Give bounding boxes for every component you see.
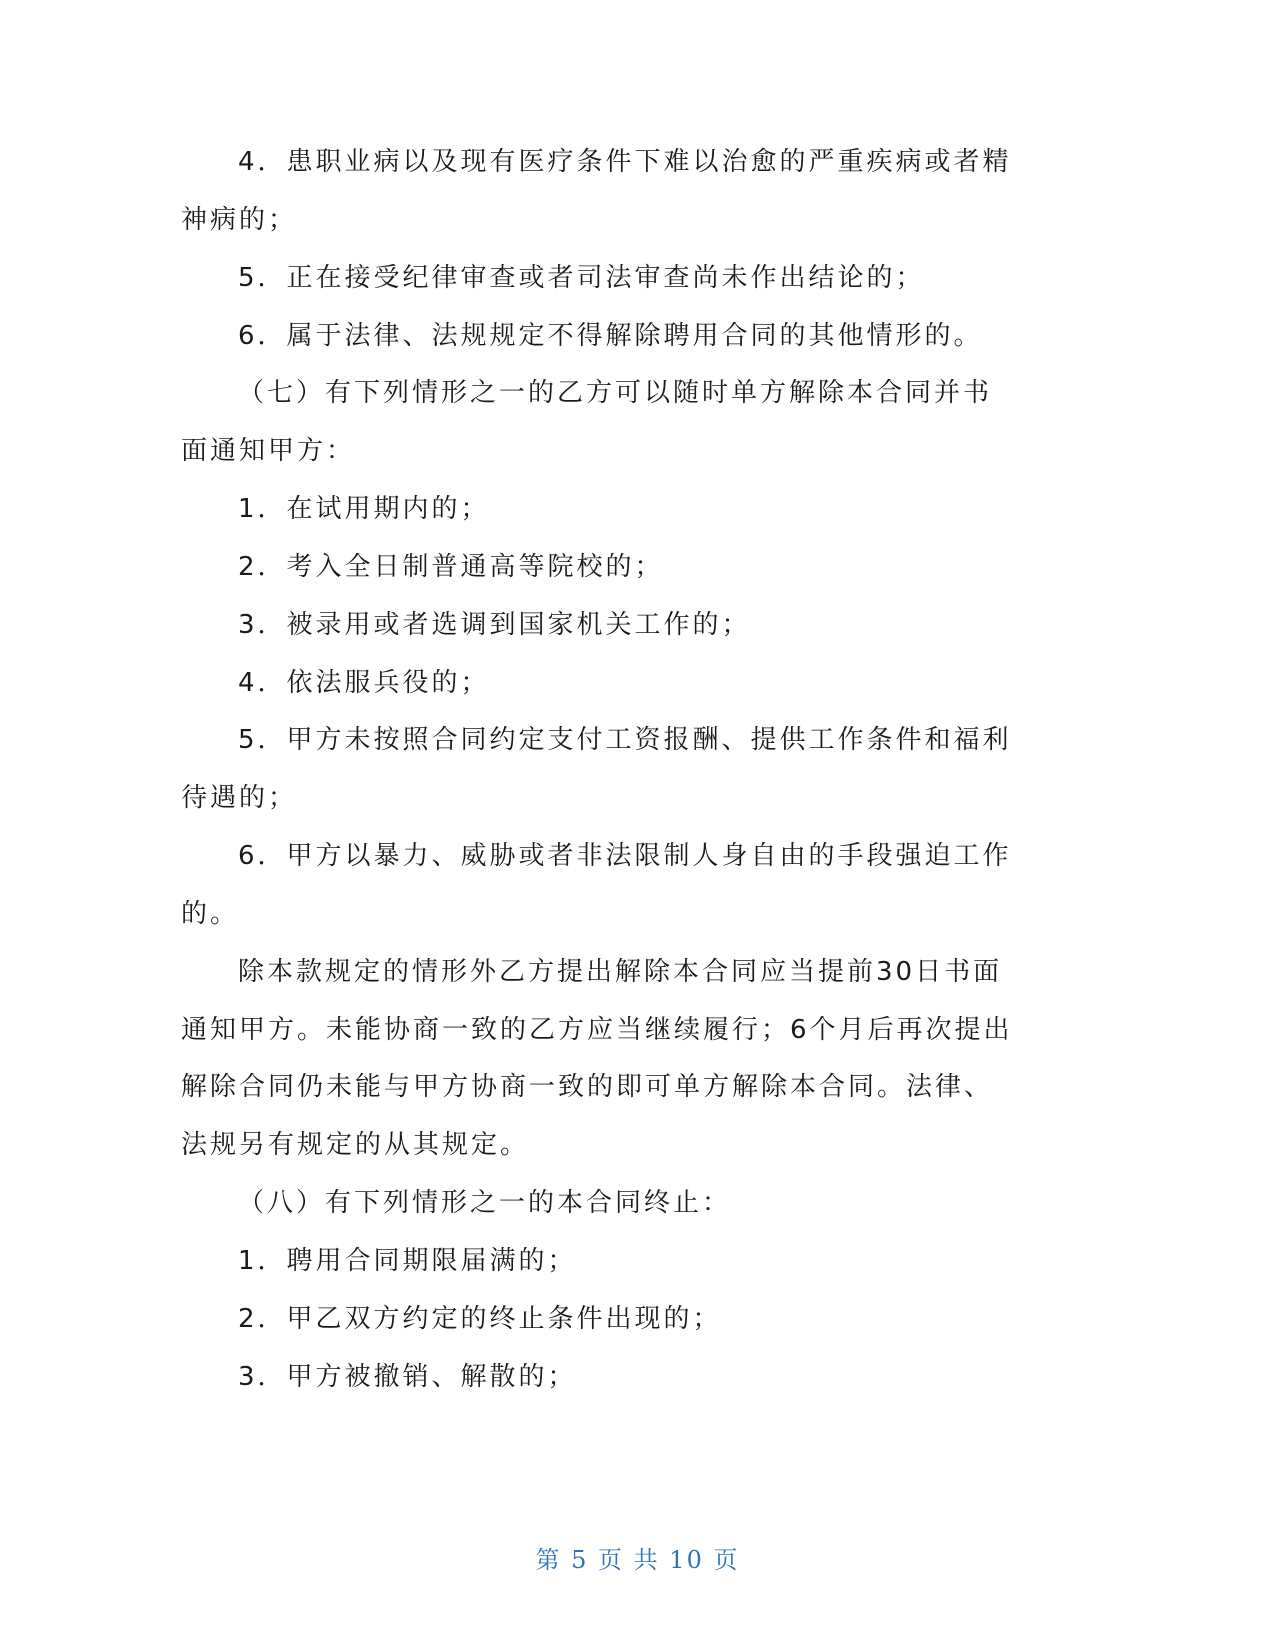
text-line: 的。 bbox=[181, 899, 240, 929]
text-line: 面通知甲方： bbox=[181, 436, 356, 466]
text-line: 6．属于法律、法规规定不得解除聘用合同的其他情形的。 bbox=[238, 321, 983, 351]
text-line: 5．正在接受纪律审查或者司法审查尚未作出结论的； bbox=[238, 263, 925, 293]
text-line: 2．甲乙双方约定的终止条件出现的； bbox=[238, 1304, 722, 1334]
text-line: 2．考入全日制普通高等院校的； bbox=[238, 552, 664, 582]
text-line: （七）有下列情形之一的乙方可以随时单方解除本合同并书 bbox=[238, 378, 993, 408]
text-line: 4．依法服兵役的； bbox=[238, 668, 490, 698]
text-line: 1．聘用合同期限届满的； bbox=[238, 1246, 577, 1276]
text-line: 除本款规定的情形外乙方提出解除本合同应当提前30日书面 bbox=[238, 957, 1003, 987]
text-line: 3．被录用或者选调到国家机关工作的； bbox=[238, 610, 751, 640]
text-line: 通知甲方。未能协商一致的乙方应当继续履行；6个月后再次提出 bbox=[181, 1015, 1013, 1045]
page-number-footer: 第 5 页 共 10 页 bbox=[535, 1546, 740, 1574]
text-line: 5．甲方未按照合同约定支付工资报酬、提供工作条件和福利 bbox=[238, 725, 1012, 755]
text-line: 4．患职业病以及现有医疗条件下难以治愈的严重疾病或者精 bbox=[238, 147, 1012, 177]
text-line: 法规另有规定的从其规定。 bbox=[181, 1130, 530, 1160]
text-line: 3．甲方被撤销、解散的； bbox=[238, 1362, 577, 1392]
text-line: （八）有下列情形之一的本合同终止： bbox=[238, 1188, 732, 1218]
text-line: 6．甲方以暴力、威胁或者非法限制人身自由的手段强迫工作 bbox=[238, 841, 1012, 871]
text-line: 神病的； bbox=[181, 205, 298, 235]
text-line: 1．在试用期内的； bbox=[238, 494, 490, 524]
text-line: 解除合同仍未能与甲方协商一致的即可单方解除本合同。法律、 bbox=[181, 1072, 994, 1102]
text-line: 待遇的； bbox=[181, 783, 298, 813]
